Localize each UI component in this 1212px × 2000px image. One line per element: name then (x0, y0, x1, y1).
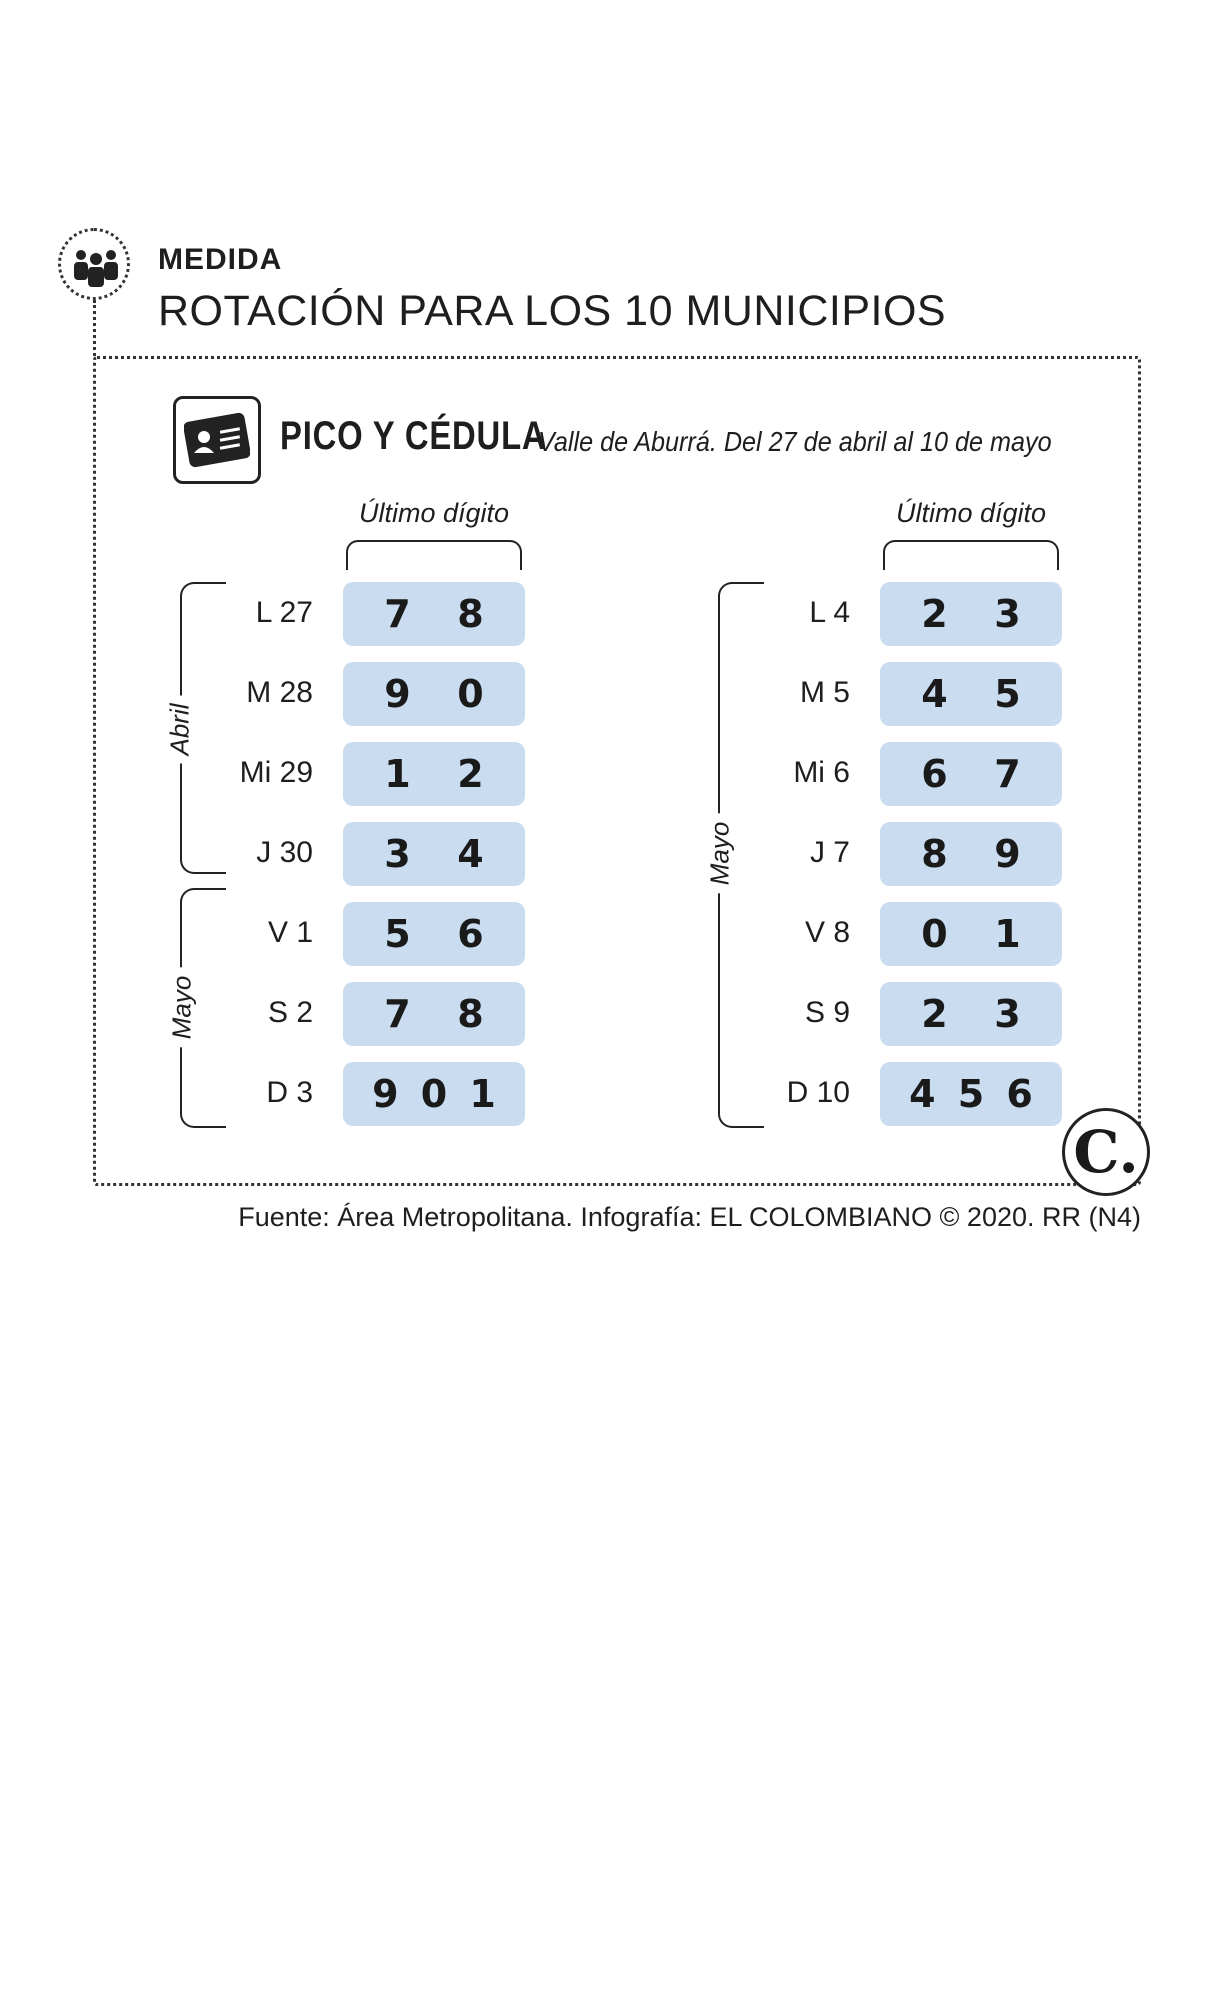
digit: 0 (420, 1072, 448, 1116)
headline: ROTACIÓN PARA LOS 10 MUNICIPIOS (158, 287, 947, 335)
digit-pill (343, 1062, 525, 1126)
digit-pill (880, 582, 1062, 646)
digit: 3 (384, 832, 411, 876)
month-label-mayo-right: Mayo (702, 814, 737, 894)
digit-pill (880, 1062, 1062, 1126)
digit: 3 (994, 992, 1021, 1036)
digit: 6 (921, 752, 948, 796)
day-label: S 9 (804, 996, 850, 1029)
digit: 2 (921, 992, 948, 1036)
digit: 4 (909, 1072, 936, 1116)
digit: 1 (384, 752, 411, 796)
month-label-mayo-left: Mayo (164, 968, 199, 1048)
digit: 8 (921, 832, 948, 876)
digit-pill (880, 662, 1062, 726)
digit-pill (343, 582, 525, 646)
digit: 8 (457, 992, 484, 1036)
digit-pill (880, 982, 1062, 1046)
digit: 9 (384, 672, 411, 716)
day-label: Mi 6 (793, 756, 850, 789)
day-label: J 30 (256, 836, 313, 869)
digit: 5 (957, 1072, 985, 1116)
digit: 4 (457, 832, 484, 876)
digit: 9 (994, 832, 1021, 876)
day-label: L 4 (809, 596, 850, 629)
digit: 7 (384, 592, 411, 636)
digit: 9 (372, 1072, 399, 1116)
kicker: MEDIDA (158, 243, 283, 276)
day-label: V 8 (804, 916, 850, 949)
id-card-icon (173, 396, 261, 484)
day-label: Mi 29 (239, 756, 313, 789)
day-label: D 10 (786, 1076, 850, 1109)
day-label: M 28 (246, 676, 313, 709)
digit: 0 (457, 672, 484, 716)
source-credit: Fuente: Área Metropolitana. Infografía: EL COLOMBIANO © 2020. RR (N4) (238, 1202, 1141, 1232)
digit: 1 (994, 912, 1021, 956)
digit-pill (343, 822, 525, 886)
digit: 4 (921, 672, 948, 716)
day-label: S 2 (267, 996, 313, 1029)
day-label: M 5 (799, 676, 850, 709)
digit: 5 (994, 672, 1021, 716)
digit: 8 (457, 592, 484, 636)
digit-pill (343, 982, 525, 1046)
day-label: L 27 (255, 596, 313, 629)
digit: 6 (1006, 1072, 1033, 1116)
right-column-bracket (883, 540, 1059, 570)
month-label-abril: Abril (163, 695, 198, 763)
people-group-icon (58, 228, 130, 300)
el-colombiano-logo (1062, 1108, 1150, 1196)
digit-pill (880, 902, 1062, 966)
left-column-bracket (346, 540, 522, 570)
digit-pill (880, 822, 1062, 886)
digit: 0 (921, 912, 948, 956)
digit-pill (880, 742, 1062, 806)
day-label: V 1 (267, 916, 313, 949)
digit-pill (343, 662, 525, 726)
digit: 6 (457, 912, 484, 956)
logo-letter: C. (1073, 1118, 1139, 1186)
digit: 7 (384, 992, 411, 1036)
digit-pill (343, 742, 525, 806)
digit: 2 (921, 592, 948, 636)
section-subtitle: Valle de Aburrá. Del 27 de abril al 10 de mayo (538, 426, 1052, 457)
right-column-header: Último dígito (895, 498, 1047, 528)
day-label: D 3 (266, 1076, 313, 1109)
day-label: J 7 (809, 836, 850, 869)
connector-line (93, 300, 96, 356)
digit: 5 (384, 912, 411, 956)
digit: 7 (994, 752, 1021, 796)
section-title: PICO Y CÉDULA (280, 414, 547, 458)
digit: 2 (457, 752, 484, 796)
digit: 3 (994, 592, 1021, 636)
left-column-header: Último dígito (358, 498, 510, 528)
digit-pill (343, 902, 525, 966)
digit: 1 (469, 1072, 496, 1116)
